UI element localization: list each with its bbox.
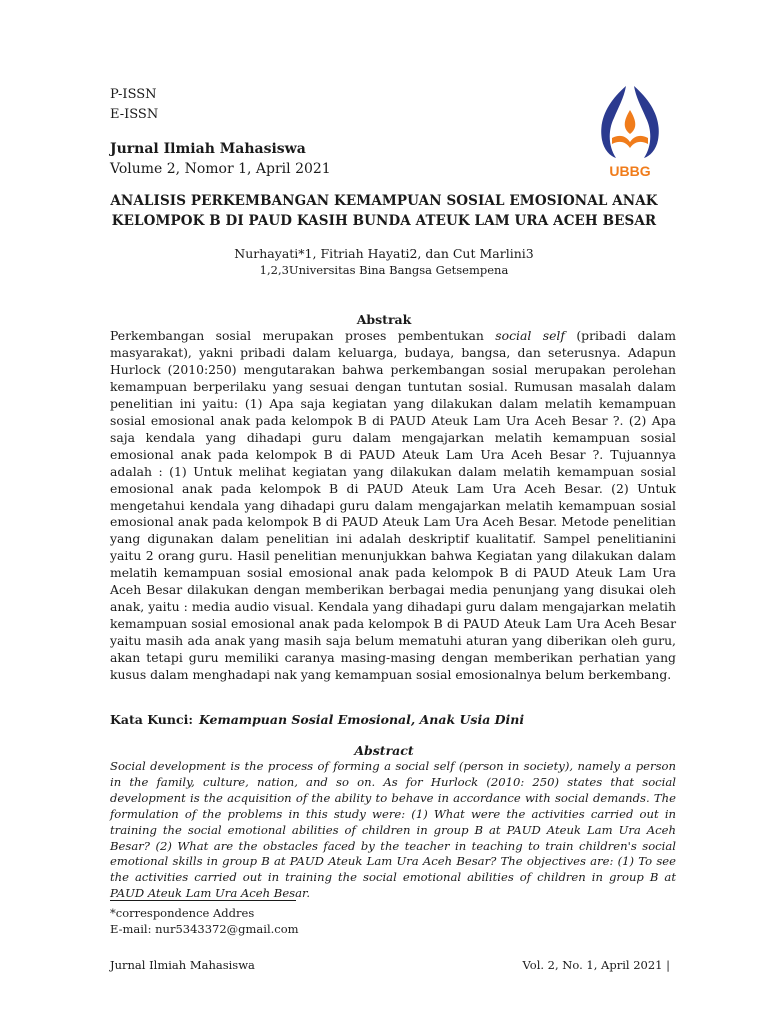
footnote [110,906,299,937]
logo-left-arch [601,86,626,158]
abstrak-term: social self [495,328,565,343]
footer-journal: Jurnal Ilmiah Mahasiswa [110,958,255,972]
title-line-1: ANALISIS PERKEMBANGAN KEMAMPUAN SOSIAL EMOSIONAL ANAK [110,193,658,209]
journal-name: Jurnal Ilmiah Mahasiswa [110,141,306,157]
logo-flame [625,110,636,134]
title-line-2: KELOMPOK B DI PAUD KASIH BUNDA ATEUK LAM URA ACEH BESAR [111,213,657,229]
abstrak-heading: Abstrak [356,312,412,327]
authors: Nurhayati*1, Fitriah Hayati2, dan Cut Marlini3 [234,246,534,261]
issn-block [110,85,158,125]
keywords-label: Kata Kunci: [110,712,193,727]
logo-book [612,136,648,148]
journal-volume: Volume 2, Nomor 1, April 2021 [110,161,331,177]
journal-info [110,139,331,179]
paper-title [80,191,688,231]
e-issn: E-ISSN [110,107,159,122]
logo-right-arch [634,86,659,158]
footnote-email: E-mail: nur5343372@gmail.com [110,921,299,936]
p-issn: P-ISSN [110,87,157,102]
affiliation: 1,2,3Universitas Bina Bangsa Getsempena [259,263,509,277]
footnote-correspondence: *correspondence Addres [110,906,255,920]
keywords-value: Kemampuan Sosial Emosional, Anak Usia Dini [198,712,525,727]
abstrak-text-start: Perkembangan sosial merupakan proses pembentukan [110,328,496,343]
abstrak-text-rest: (pribadi dalam masyarakat), yakni pribadi dalam keluarga, budaya, bangsa, dan seterusnya. Adapun Hurlock (2010:250) mengutarakan bahwa perkembangan sosial merupakan perolehan kemampuan berperilaku yang sesuai dengan tuntutan sosial. Rumusan masalah dalam penelitian ini yaitu: (1) Apa saja kegiatan yang dilakukan dalam melatih kemampuan sosial emosional anak pada kelompok B di PAUD Ateuk Lam Ura Aceh Besar ?. (2) Apa saja kendala yang dihadapi guru dalam mengajarkan melatih kemampuan sosial emosional anak pada kelompok B di PAUD Ateuk Lam Ura Aceh Besar ?. Tujuannya adalah : (1) Untuk melihat kegiatan yang dilakukan dalam melatih kemampuan sosial emosional anak pada kelompok B di PAUD Ateuk Lam Ura Aceh Besar. (2) Untuk mengetahui kendala yang dihadapi guru dalam mengajarkan melatih kemampuan sosial emosional anak pada kelompok B di PAUD Ateuk Lam Ura Aceh Besar. Metode penelitian yang digunakan dalam penelitian ini adalah deskriptif kualitatif. Sampel penelitianini yaitu 2 orang guru. Hasil penelitian menunjukkan bahwa Kegiatan yang dilakukan dalam melatih kemampuan sosial emosional anak pada kelompok B di PAUD Ateuk Lam Ura Aceh Besar dilakukan dengan memberikan berbagai media penunjang yang disukai oleh anak, yaitu : media audio visual. Kendala yang dihadapi guru dalam mengajarkan melatih kemampuan sosial emosional anak pada kelompok B di PAUD Ateuk Lam Ura Aceh Besar yaitu masih ada anak yang masih saja belum mematuhi aturan yang diberikan oleh guru, akan tetapi guru memiliki caranya masing-masing dengan memberikan perhatian yang kusus dalam menghadapi nak yang kemampuan sosial emosionalnya belum berkembang. [110,328,677,683]
ubbg-logo [592,84,668,182]
footer-volume: Vol. 2, No. 1, April 2021 | [522,958,670,972]
footnote-divider [110,900,296,901]
abstract-heading: Abstract [354,743,414,758]
logo-text: UBBG [609,163,651,179]
abstrak-text [110,328,676,684]
keywords [110,712,676,728]
abstract-text: Social development is the process of forming a social self (person in society), namely a person in the family, culture, nation, and so on. As for Hurlock (2010: 250) states that social development is the acquisition of the ability to behave in accordance with social demands. The formulation of the problems in this study were: (1) What were the activities carried out in training the social emotional abilities of children in group B at PAUD Ateuk Lam Ura Aceh Besar? (2) What are the obstacles faced by the teacher in teaching to train children's social emotional skills in group B at PAUD Ateuk Lam Ura Aceh Besar? The objectives are: (1) To see the activities carried out in training the social emotional abilities of children in group B at PAUD Ateuk Lam Ura Aceh Besar. [110,759,676,901]
